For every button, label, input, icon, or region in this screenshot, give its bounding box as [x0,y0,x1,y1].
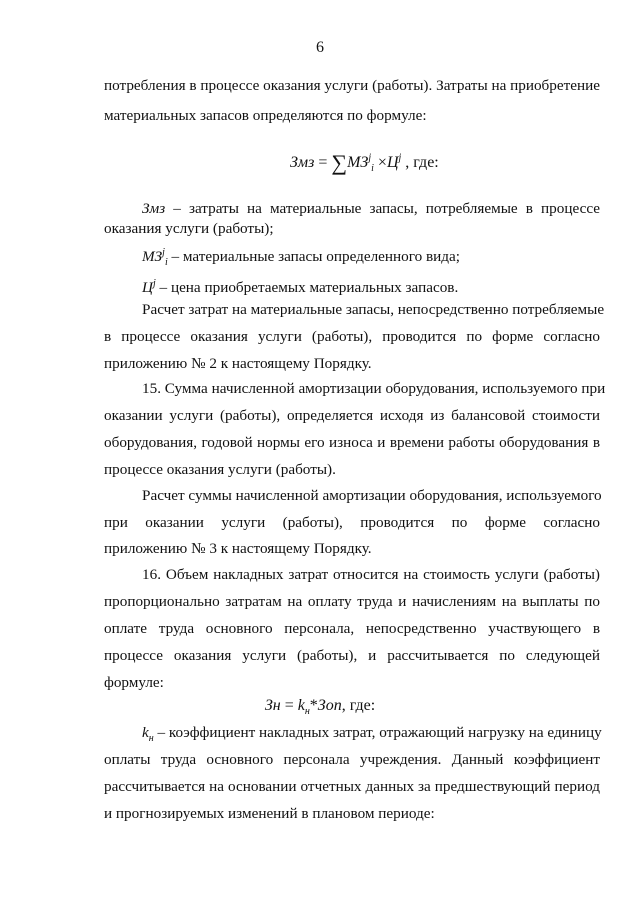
kdef-line-3: рассчитывается на основании отчетных данных за предшествующий период [104,778,600,795]
formula2-tail: , где: [341,697,376,714]
kdef-text-1: – коэффициент накладных затрат, отражающий нагрузку на единицу [153,724,602,741]
para16-line-4: процессе оказания услуги (работы), и рассчитывается по следующей [104,647,600,664]
para-calc-line-2: в процессе оказания услуги (работы), проводится по форме согласно [104,328,600,345]
formula1-term1-sub: i [371,163,374,175]
intro-line-1: потребления в процессе оказания услуги (работы). Затраты на приобретение [104,77,600,94]
para16-line-2: пропорционально затратам на оплату труда и начислениям на выплаты по [104,593,600,610]
para15-line-1: 15. Сумма начисленной амортизации оборудования, используемого при [142,380,606,397]
formula1-tail: , где: [405,154,439,171]
para15-line-3: оборудования, годовой нормы его износа и времени работы оборудования в [104,434,600,451]
def-c-text: – цена приобретаемых материальных запасов. [155,279,459,296]
para-calc-line-1: Расчет затрат на материальные запасы, непосредственно потребляемые [142,301,605,318]
formula1-term1: МЗ [347,154,369,171]
def-c-symbol: Ц [142,279,153,296]
formula1-eq: = [318,154,328,171]
def-c-sup: j [152,277,156,289]
def-mzi-sup: j [162,246,165,258]
def-mzi-symbol: МЗ [142,248,163,265]
formula-material-costs [290,150,439,176]
formula2-k-sub: н [304,706,310,718]
formula2-rhs: Зоп [317,697,342,714]
def-mz-symbol: Змз [142,200,166,217]
def-mz-line-2: оказания услуги (работы); [104,220,274,237]
def-mzi [142,247,600,267]
kdef-line-2: оплаты труда основного персонала учреждения. Данный коэффициент [104,751,600,768]
formula-overhead [0,697,640,718]
para16-line-5: формуле: [104,674,164,691]
formula1-term2: Ц [386,154,399,171]
para-amort-line-3: приложению № 3 к настоящему Порядку. [104,540,372,557]
kdef-line-1 [142,723,600,743]
para-amort-line-2: при оказании услуги (работы), проводится по форме согласно [104,514,600,531]
para15-line-4: процессе оказания услуги (работы). [104,461,336,478]
def-mzi-text: – материальные запасы определенного вида; [167,248,460,265]
formula1-lhs: Змз [290,154,315,171]
intro-line-2: материальных запасов определяются по формуле: [104,107,427,124]
formula2-k: k [297,697,305,714]
def-mz-line-1 [142,199,600,219]
sum-symbol: ∑ [331,150,348,175]
formula1-term2-sup: j [398,152,402,164]
para15-line-2: оказании услуги (работы), определяется исходя из балансовой стоимости [104,407,600,424]
kdef-symbol-sub: н [148,733,154,745]
kdef-line-4: и прогнозируемых изменений в плановом периоде: [104,805,435,822]
page-number: 6 [316,39,324,56]
def-mzi-sub: i [164,257,168,269]
formula1-times: × [377,154,387,171]
formula2-eq: = [280,697,298,714]
para16-line-3: оплате труда основного персонала, непосредственно участвующего в [104,620,600,637]
para-amort-line-1: Расчет суммы начисленной амортизации оборудования, используемого [142,487,602,504]
def-mz-text: – затраты на материальные запасы, потребляемые в процессе [165,200,600,217]
formula2-star: * [309,697,318,714]
para-calc-line-3: приложению № 2 к настоящему Порядку. [104,355,372,372]
def-c [142,278,600,298]
kdef-symbol: k [142,724,149,741]
para16-line-1: 16. Объем накладных затрат относится на стоимость услуги (работы) [142,566,600,583]
formula2-lhs: Зн [264,697,281,714]
formula1-term1-sup: j [368,152,372,164]
